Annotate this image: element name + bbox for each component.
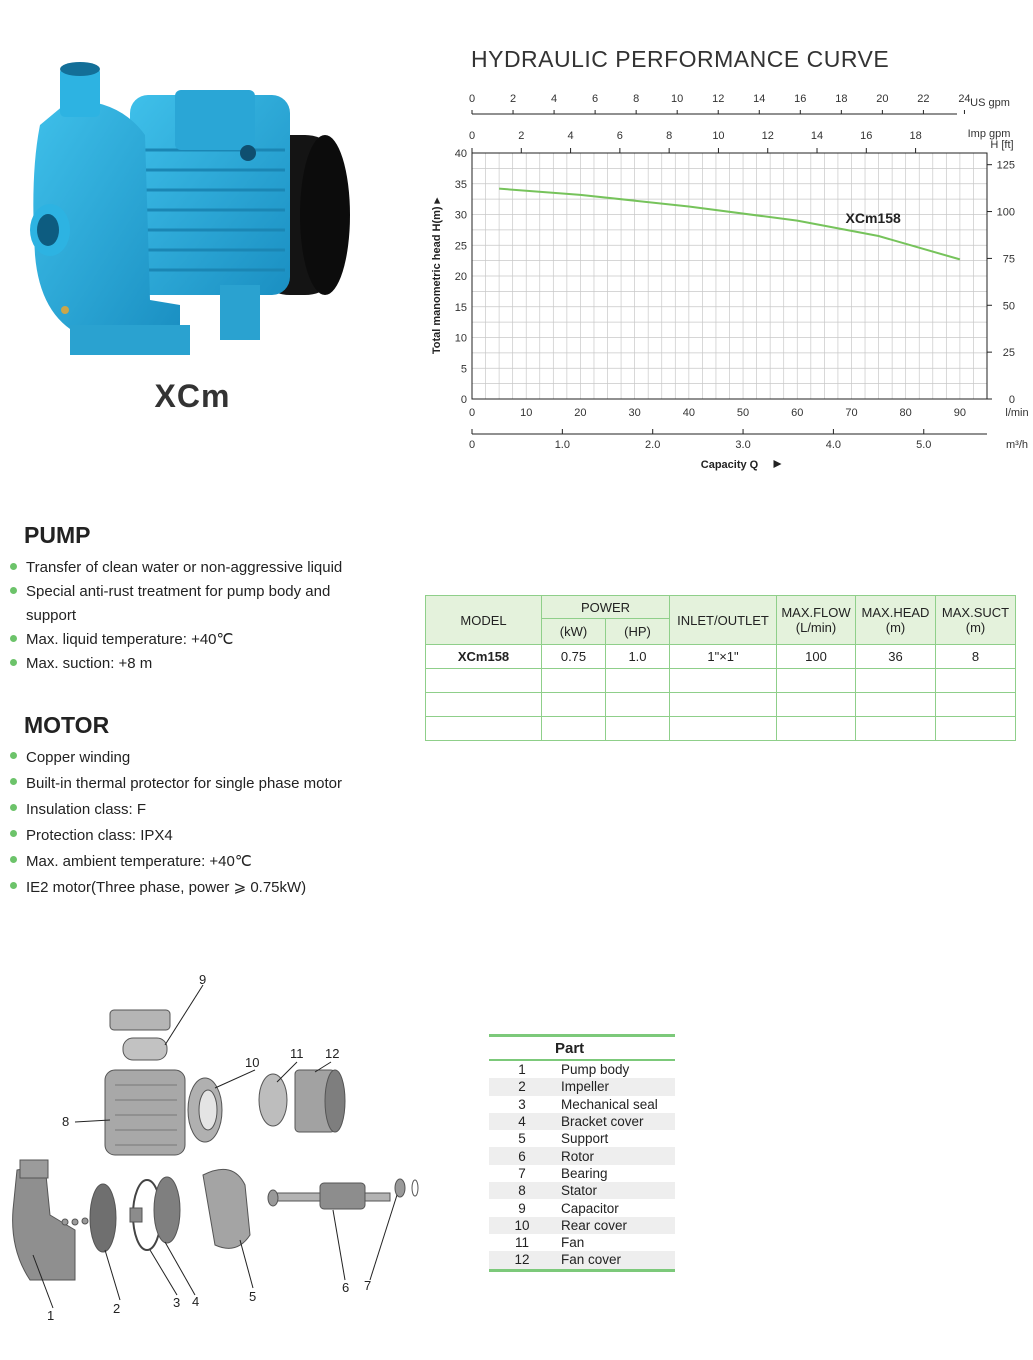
product-model-name: XCm (154, 378, 231, 414)
series-label: XCm158 (845, 210, 901, 227)
motor-feature-item: Built-in thermal protector for single phase motor (10, 771, 390, 797)
motor-feature-item: Insulation class: F (10, 797, 390, 823)
ft-tick-label: 50 (1002, 300, 1015, 313)
part-name: Support (561, 1131, 609, 1147)
pump-feature-item: Max. liquid temperature: +40℃ (10, 628, 372, 652)
m3h-tick-label: 2.0 (645, 439, 661, 451)
part-name: Fan (561, 1235, 585, 1251)
parts-row (489, 1165, 675, 1182)
usgpm-tick-label: 12 (712, 93, 725, 105)
x-tick-label: 80 (899, 407, 912, 419)
usgpm-tick-label: 16 (794, 93, 807, 105)
m3h-tick-label: 1.0 (554, 439, 570, 451)
header-max-suct: MAX.SUCT (m) (936, 596, 1016, 645)
m3h-tick-label: 3.0 (735, 439, 751, 451)
pump-feature-list (10, 556, 372, 676)
usgpm-tick-label: 8 (633, 93, 640, 105)
usgpm-tick-label: 24 (958, 93, 971, 105)
callout-7: 7 (364, 1278, 372, 1293)
part-name: Rear cover (561, 1217, 675, 1234)
impgpm-axis-unit: Imp gpm (967, 128, 1011, 140)
usgpm-tick-label: 14 (753, 93, 766, 105)
x-axis-unit: l/min (1005, 407, 1029, 419)
table-row-empty (426, 717, 1016, 741)
y-tick-label: 35 (454, 178, 467, 191)
header-max-flow: MAX.FLOW (L/min) (777, 596, 856, 645)
x-axis-title: Capacity Q (700, 459, 759, 471)
y-tick-label: 25 (454, 240, 467, 253)
ft-tick-label: 75 (1002, 253, 1015, 266)
usgpm-tick-label: 6 (592, 93, 599, 105)
part-name: Impeller (561, 1078, 675, 1095)
x-tick-label: 50 (736, 407, 750, 419)
m3h-tick-label: 0 (468, 439, 476, 451)
part-number: 7 (518, 1165, 526, 1181)
ft-tick-label: 125 (996, 159, 1015, 172)
motor-heading: MOTOR (24, 712, 110, 738)
impgpm-tick-label: 10 (712, 130, 725, 142)
motor-feature-item: IE2 motor(Three phase, power ⩾ 0.75kW) (10, 875, 390, 901)
callout-6: 6 (342, 1280, 350, 1295)
callout-9: 9 (199, 972, 207, 987)
impgpm-tick-label: 18 (909, 130, 922, 142)
cell-hp: 1.0 (606, 645, 670, 669)
pump-feature-item: Special anti-rust treatment for pump body and support (10, 580, 372, 628)
usgpm-tick-label: 18 (835, 93, 848, 105)
cell-max-suct: 8 (936, 645, 1016, 669)
exploded-view-diagram (5, 970, 435, 1330)
callout-8: 8 (62, 1114, 70, 1129)
x-tick-label: 30 (628, 407, 641, 419)
spec-table (425, 595, 1016, 741)
performance-chart (420, 88, 1029, 473)
motor-feature-item: Copper winding (10, 745, 390, 771)
part-number: 12 (489, 1251, 561, 1270)
parts-row (489, 1078, 675, 1095)
callout-3: 3 (173, 1295, 181, 1310)
parts-row (489, 1147, 675, 1164)
impgpm-tick-label: 4 (567, 130, 574, 142)
cell-model: XCm158 (426, 645, 542, 669)
part-name: Fan cover (561, 1251, 675, 1270)
motor-feature-item: Max. ambient temperature: +40℃ (10, 849, 390, 875)
header-model: MODEL (426, 596, 542, 645)
impgpm-tick-label: 14 (810, 130, 824, 142)
ft-tick-label: 25 (1002, 347, 1015, 360)
y-tick-label: 40 (454, 148, 467, 160)
header-power: POWER (542, 596, 670, 619)
header-hp: (HP) (606, 619, 670, 645)
header-max-head: MAX.HEAD (m) (856, 596, 936, 645)
x-tick-label: 20 (574, 407, 587, 419)
y-axis-title: Total manometric head H(m) ▸ (431, 197, 443, 355)
x-tick-label: 60 (791, 407, 804, 419)
ft-axis-unit: H [ft] (990, 139, 1014, 151)
y-tick-label: 0 (460, 394, 467, 406)
impgpm-tick-label: 12 (761, 130, 774, 142)
y-tick-label: 10 (454, 332, 467, 345)
parts-header: Part (489, 1036, 675, 1061)
impgpm-tick-label: 8 (666, 130, 673, 142)
m3h-axis-unit: m³/h (1006, 439, 1028, 451)
x-axis-arrow (774, 460, 782, 468)
table-row (426, 645, 1016, 669)
header-inlet-outlet: INLET/OUTLET (670, 596, 777, 645)
usgpm-tick-label: 4 (551, 93, 558, 105)
parts-table (489, 1034, 675, 1272)
usgpm-tick-label: 0 (468, 93, 476, 105)
pump-feature-item: Max. suction: +8 m (10, 652, 372, 676)
impgpm-tick-label: 6 (616, 130, 623, 142)
motor-feature-list (10, 745, 390, 901)
part-name: Pump body (561, 1062, 630, 1078)
parts-row (489, 1113, 675, 1130)
part-number: 10 (489, 1217, 561, 1234)
usgpm-tick-label: 2 (509, 93, 517, 105)
table-row-empty (426, 693, 1016, 717)
m3h-tick-label: 4.0 (825, 439, 842, 451)
part-number: 6 (489, 1147, 561, 1164)
table-row-empty (426, 669, 1016, 693)
ft-tick-label: 100 (996, 206, 1015, 219)
callout-2: 2 (113, 1301, 121, 1316)
pump-photo (10, 55, 370, 385)
y-tick-label: 15 (454, 301, 467, 314)
cell-inlet-outlet: 1"×1" (670, 645, 777, 669)
header-kw: (kW) (542, 619, 606, 645)
callout-4: 4 (192, 1294, 200, 1309)
part-number: 11 (514, 1235, 529, 1251)
part-name: Mechanical seal (561, 1096, 658, 1112)
part-name: Bracket cover (561, 1113, 675, 1130)
part-number: 8 (489, 1182, 561, 1199)
m3h-tick-label: 5.0 (916, 439, 932, 451)
cell-max-flow: 100 (777, 645, 856, 669)
callout-11: 11 (290, 1046, 304, 1061)
part-number: 9 (518, 1200, 526, 1216)
parts-row (489, 1251, 675, 1270)
usgpm-axis-unit: US gpm (970, 97, 1010, 109)
x-tick-label: 0 (468, 407, 476, 419)
x-tick-label: 70 (845, 407, 858, 419)
callout-12: 12 (325, 1046, 340, 1061)
impgpm-tick-label: 2 (518, 130, 525, 142)
part-number: 4 (489, 1113, 561, 1130)
part-name: Rotor (561, 1147, 675, 1164)
parts-row (489, 1234, 675, 1251)
parts-row (489, 1060, 675, 1078)
pump-feature-item: Transfer of clean water or non-aggressive liquid (10, 556, 372, 580)
x-tick-label: 10 (520, 407, 533, 419)
y-tick-label: 30 (454, 209, 467, 222)
part-number: 1 (518, 1062, 526, 1078)
parts-row (489, 1182, 675, 1199)
parts-row (489, 1096, 675, 1113)
pump-heading: PUMP (24, 522, 91, 548)
cell-max-head: 36 (856, 645, 936, 669)
chart-title: HYDRAULIC PERFORMANCE CURVE (471, 46, 890, 72)
impgpm-tick-label: 16 (860, 130, 873, 142)
part-name: Capacitor (561, 1200, 619, 1216)
y-tick-label: 20 (454, 271, 467, 283)
usgpm-tick-label: 22 (917, 93, 930, 105)
cell-kw: 0.75 (542, 645, 606, 669)
parts-row (489, 1199, 675, 1216)
part-number: 3 (518, 1096, 526, 1112)
impgpm-tick-label: 0 (468, 130, 476, 142)
motor-feature-item: Protection class: IPX4 (10, 823, 390, 849)
usgpm-tick-label: 20 (876, 93, 889, 105)
y-tick-label: 5 (460, 363, 467, 376)
part-name: Bearing (561, 1165, 608, 1181)
parts-row (489, 1217, 675, 1234)
part-number: 5 (518, 1131, 526, 1147)
ft-tick-label: 0 (1008, 394, 1015, 406)
parts-row (489, 1130, 675, 1147)
usgpm-tick-label: 10 (671, 93, 684, 105)
part-name: Stator (561, 1182, 675, 1199)
x-tick-label: 40 (682, 407, 695, 419)
callout-5: 5 (249, 1289, 257, 1304)
callout-1: 1 (47, 1308, 55, 1323)
part-number: 2 (489, 1078, 561, 1095)
x-tick-label: 90 (953, 407, 967, 419)
callout-10: 10 (245, 1055, 260, 1070)
